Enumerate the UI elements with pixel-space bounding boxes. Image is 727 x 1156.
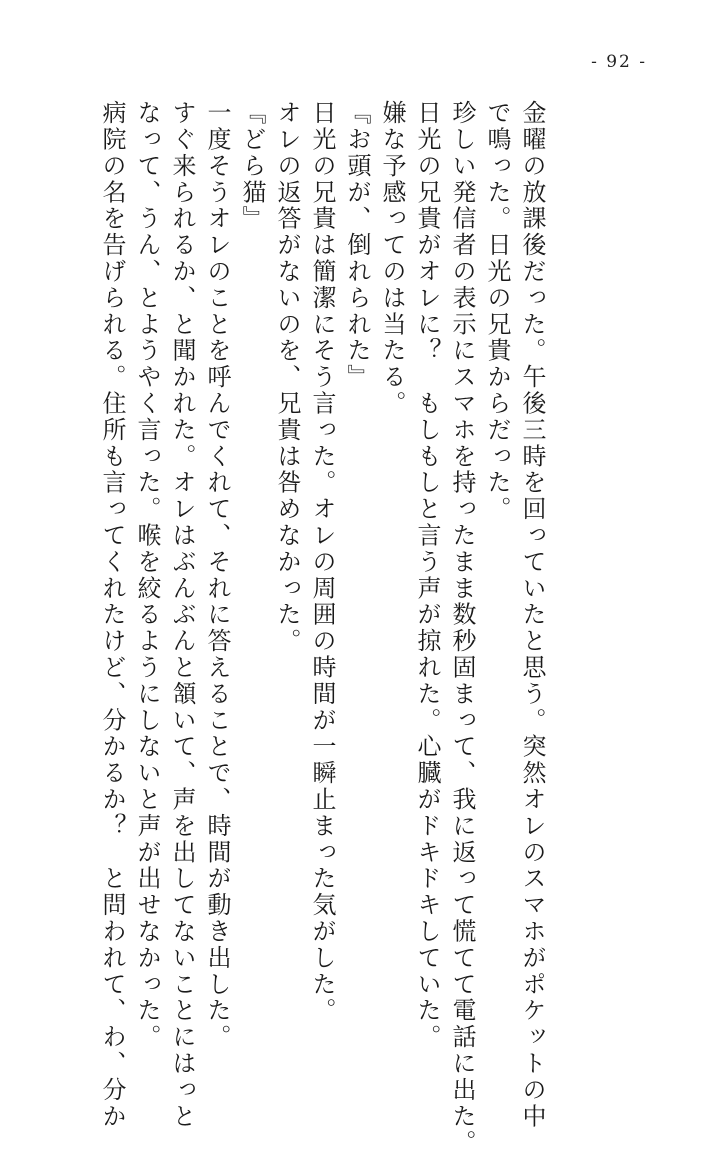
text-line: 嫌な予感ってのは当たる。: [378, 100, 406, 417]
text-line: 病院の名を告げられる。住所も言ってくれたけど、分かるか？ と問われて、わ、分か: [98, 100, 126, 1130]
text-line: なって、うん、とようやく言った。喉を絞るようにしないと声が出せなかった。: [133, 100, 161, 1051]
text-line: 日光の兄貴がオレに？ もしもしと言う声が掠れた。心臓がドキドキしていた。: [413, 100, 441, 1051]
text-line: オレの返答がないのを、兄貴は咎めなかった。: [273, 100, 301, 655]
text-line: 『どら猫』: [238, 100, 266, 232]
text-line: 一度そうオレのことを呼んでくれて、それに答えることで、時間が動き出した。: [203, 100, 231, 1051]
text-line: 『お頭が、倒れられた』: [343, 100, 371, 391]
text-line: 珍しい発信者の表示にスマホを持ったまま数秒固まって、我に返って慌てて電話に出た。: [448, 100, 476, 1156]
text-line: すぐ来られるか、と聞かれた。オレはぶんぶんと頷いて、声を出してないことにはっと: [168, 100, 196, 1130]
page-number: - 92 -: [591, 52, 647, 72]
text-line: 金曜の放課後だった。午後三時を回っていたと思う。突然オレのスマホがポケットの中: [518, 100, 546, 1130]
text-line: 日光の兄貴は簡潔にそう言った。オレの周囲の時間が一瞬止まった気がした。: [308, 100, 336, 1024]
text-line: で鳴った。日光の兄貴からだった。: [483, 100, 511, 523]
vertical-text-body: [94, 100, 549, 1156]
